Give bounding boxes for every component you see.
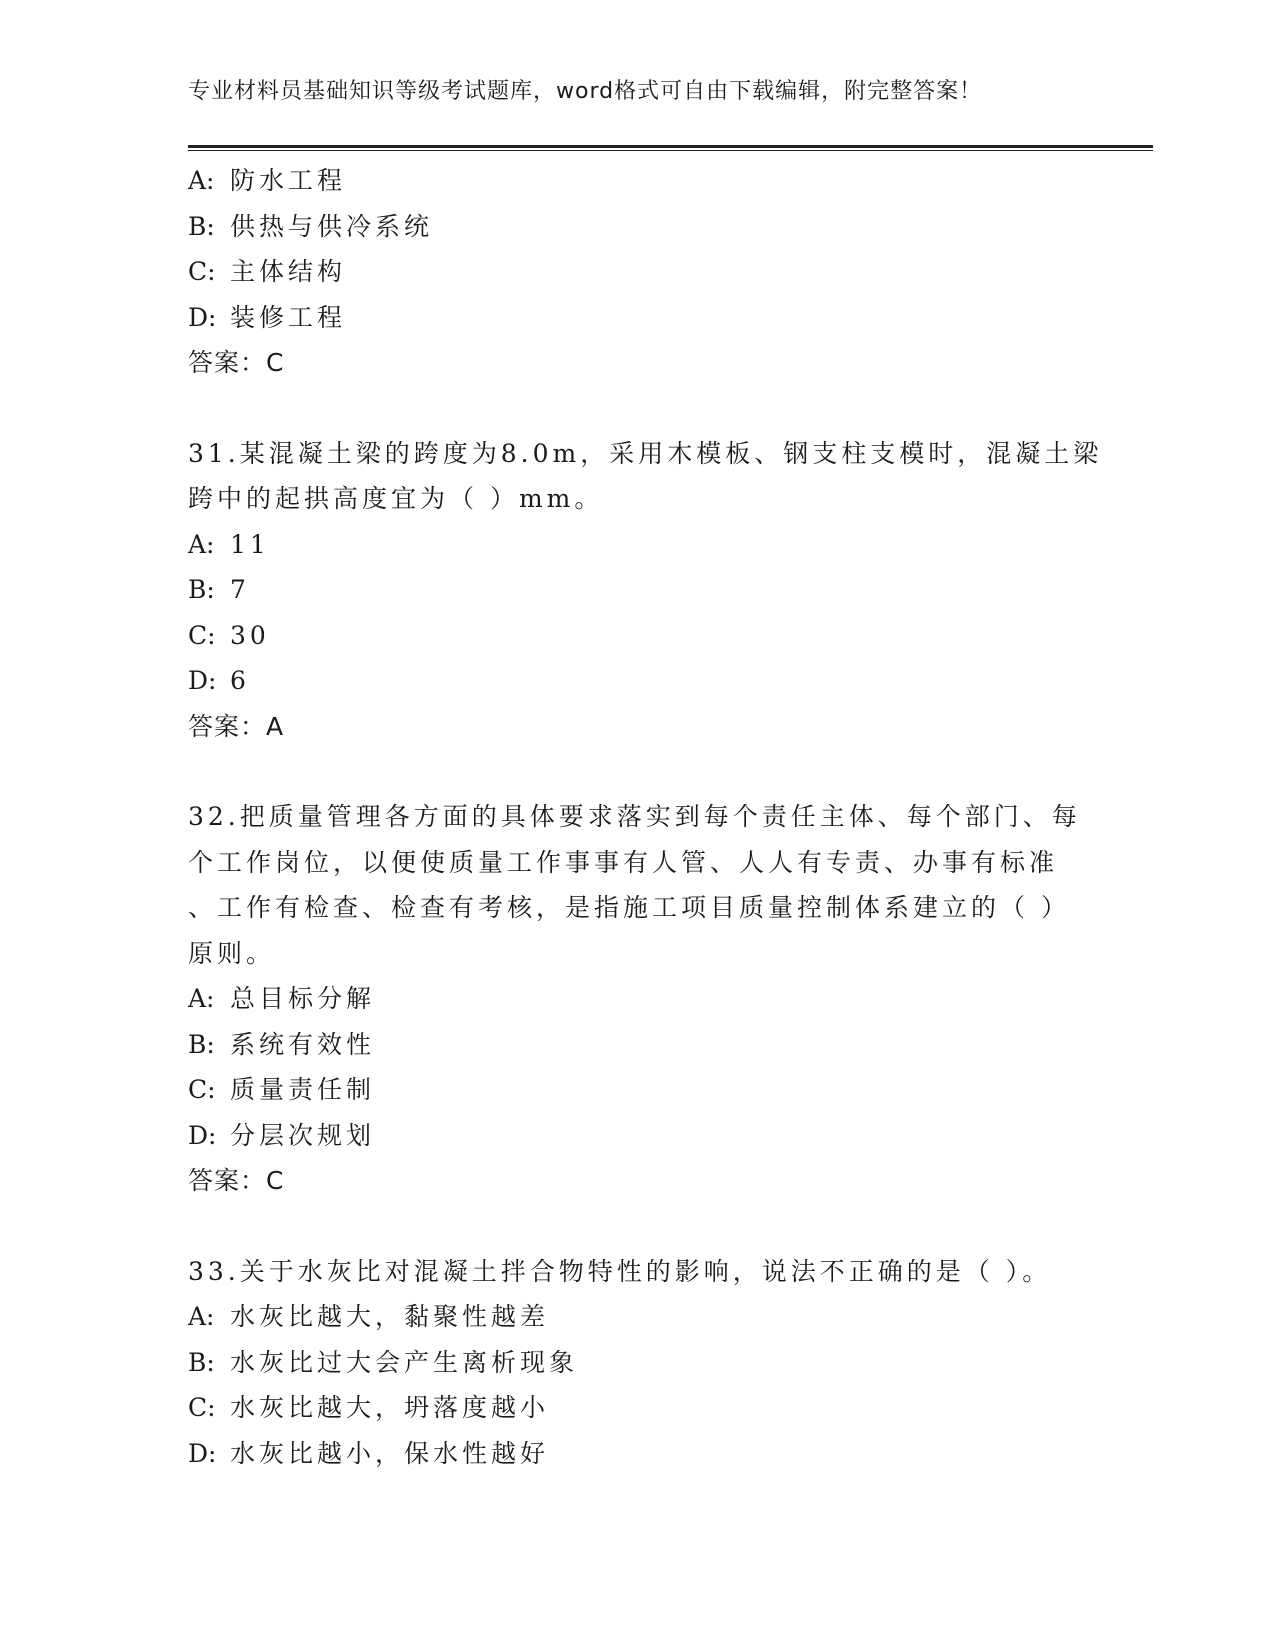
question-text: 32.把质量管理各方面的具体要求落实到每个责任主体、每个部门、每 bbox=[188, 802, 1081, 831]
question-text: 跨中的起拱高度宜为（ ）mm。 bbox=[188, 484, 604, 513]
option-d: D: 分层次规划 bbox=[188, 1120, 376, 1150]
answer: 答案：C bbox=[188, 348, 285, 377]
question-text: 个工作岗位，以便使质量工作事事有人管、人人有专责、办事有标准 bbox=[188, 847, 1059, 877]
option-c: C: 水灰比越大，坍落度越小 bbox=[188, 1393, 550, 1422]
option-b: B: 水灰比过大会产生离析现象 bbox=[188, 1347, 579, 1377]
question-31 bbox=[188, 431, 1103, 750]
option-d: D: 装修工程 bbox=[188, 302, 347, 332]
question-30 bbox=[188, 158, 1088, 386]
question-text: 、工作有检查、检查有考核，是指施工项目质量控制体系建立的（ ） bbox=[188, 893, 1070, 922]
answer: 答案：C bbox=[188, 1166, 285, 1195]
option-c: C: 30 bbox=[188, 620, 270, 650]
question-text: 31.某混凝土梁的跨度为8.0m，采用木模板、钢支柱支模时，混凝土梁 bbox=[188, 438, 1103, 468]
option-a: A: 防水工程 bbox=[188, 166, 347, 195]
option-a: A: 11 bbox=[188, 529, 270, 559]
option-b: B: 系统有效性 bbox=[188, 1029, 376, 1059]
question-content bbox=[188, 158, 1103, 1476]
question-text: 原则。 bbox=[188, 938, 276, 968]
option-a: A: 总目标分解 bbox=[188, 984, 376, 1013]
page-header: 专业材料员基础知识等级考试题库，word格式可自由下载编辑，附完整答案！ bbox=[188, 79, 983, 104]
option-b: B: 7 bbox=[188, 575, 250, 604]
question-32 bbox=[188, 794, 1088, 1204]
question-33 bbox=[188, 1249, 1088, 1477]
option-c: C: 质量责任制 bbox=[188, 1075, 376, 1104]
option-b: B: 供热与供冷系统 bbox=[188, 211, 434, 241]
option-c: C: 主体结构 bbox=[188, 257, 347, 286]
answer: 答案：A bbox=[188, 711, 285, 741]
option-a: A: 水灰比越大，黏聚性越差 bbox=[188, 1302, 550, 1331]
option-d: D: 水灰比越小，保水性越好 bbox=[188, 1438, 550, 1468]
header-divider bbox=[188, 145, 1153, 151]
question-text: 33.关于水灰比对混凝土拌合物特性的影响，说法不正确的是（ ）。 bbox=[188, 1256, 1052, 1286]
option-d: D: 6 bbox=[188, 666, 250, 695]
